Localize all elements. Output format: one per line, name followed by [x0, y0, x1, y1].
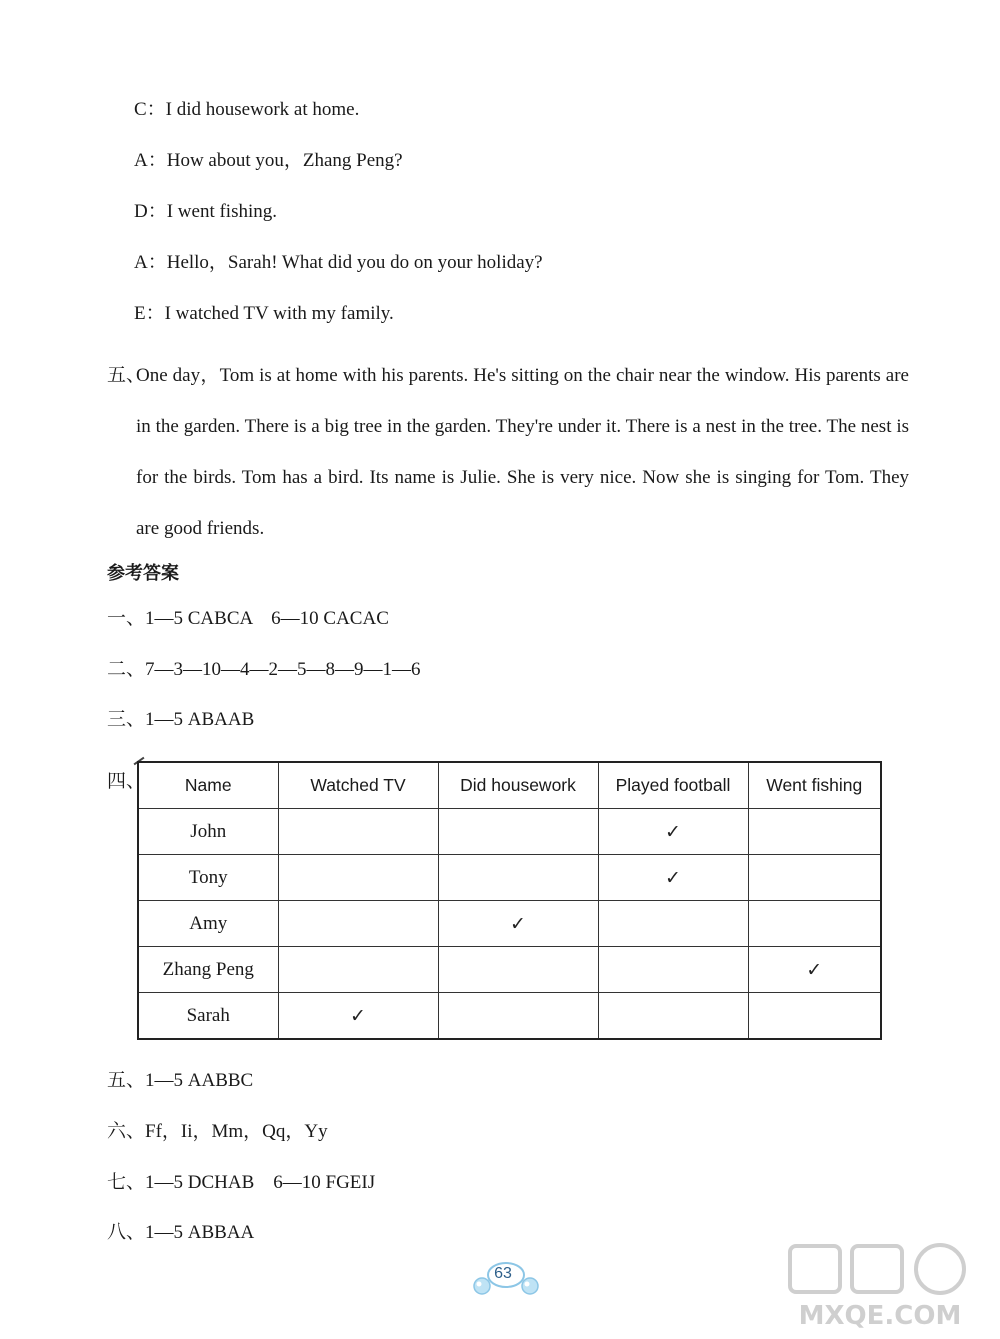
column-header: Name — [138, 762, 278, 809]
check-cell: ✓ — [598, 855, 748, 901]
table-row — [138, 901, 881, 947]
name-cell: Sarah — [138, 993, 278, 1040]
dialog-line: E：I watched TV with my family. — [134, 303, 394, 324]
check-cell — [438, 993, 598, 1040]
check-cell — [748, 809, 881, 855]
check-cell — [438, 855, 598, 901]
table-row — [138, 855, 881, 901]
answer-line: 二、7—3—10—4—2—5—8—9—1—6 — [107, 659, 421, 680]
check-cell — [278, 947, 438, 993]
check-cell: ✓ — [278, 993, 438, 1040]
check-cell — [748, 901, 881, 947]
table-header-row — [138, 762, 881, 809]
svg-text:MXQE.COM: MXQE.COM — [798, 1301, 962, 1331]
check-cell — [598, 993, 748, 1040]
passage-section — [107, 350, 909, 554]
passage-text: One day，Tom is at home with his parents. He's sitting on the chair near the window. His parents are in the garden. There is a big tree in the garden. They're under it. There is a nest in the tree. The nest is for the birds. Tom has a bird. Its name is Julie. She is very nice. Now she is singing for Tom. They are good friends. — [136, 365, 909, 539]
dialog-line: A：How about you，Zhang Peng? — [134, 150, 403, 171]
check-cell: ✓ — [438, 901, 598, 947]
answer-table — [137, 761, 882, 1040]
check-cell — [598, 947, 748, 993]
page-number: 63 — [494, 1265, 512, 1282]
check-cell — [748, 993, 881, 1040]
check-cell: ✓ — [598, 809, 748, 855]
section-number: 五、 — [107, 365, 146, 386]
check-cell: ✓ — [748, 947, 881, 993]
table-row — [138, 947, 881, 993]
table-section-number: 四、 — [107, 771, 146, 792]
watermark-logo — [780, 1240, 980, 1334]
answer-line: 八、1—5 ABBAA — [107, 1222, 255, 1243]
answer-line: 七、1—5 DCHAB 6—10 FGEIJ — [107, 1172, 376, 1193]
dialog-line: D：I went fishing. — [134, 201, 278, 222]
column-header: Watched TV — [278, 762, 438, 809]
table-row — [138, 993, 881, 1040]
answer-line: 一、1—5 CABCA 6—10 CACAC — [107, 608, 389, 629]
answers-heading: 参考答案 — [107, 563, 179, 584]
column-header: Played football — [598, 762, 748, 809]
check-cell — [278, 855, 438, 901]
name-cell: Amy — [138, 901, 278, 947]
column-header: Went fishing — [748, 762, 881, 809]
check-cell — [278, 901, 438, 947]
dialog-line: A：Hello，Sarah! What did you do on your holiday? — [134, 252, 543, 273]
answer-line: 五、1—5 AABBC — [107, 1070, 254, 1091]
column-header: Did housework — [438, 762, 598, 809]
check-cell — [438, 947, 598, 993]
check-cell — [598, 901, 748, 947]
name-cell: Tony — [138, 855, 278, 901]
name-cell: John — [138, 809, 278, 855]
table-row — [138, 809, 881, 855]
check-cell — [278, 809, 438, 855]
check-cell — [438, 809, 598, 855]
answer-line: 六、Ff，Ii，Mm，Qq，Yy — [107, 1121, 328, 1142]
answer-line: 三、1—5 ABAAB — [107, 709, 255, 730]
check-cell — [748, 855, 881, 901]
name-cell: Zhang Peng — [138, 947, 278, 993]
dialog-line: C：I did housework at home. — [134, 99, 360, 120]
